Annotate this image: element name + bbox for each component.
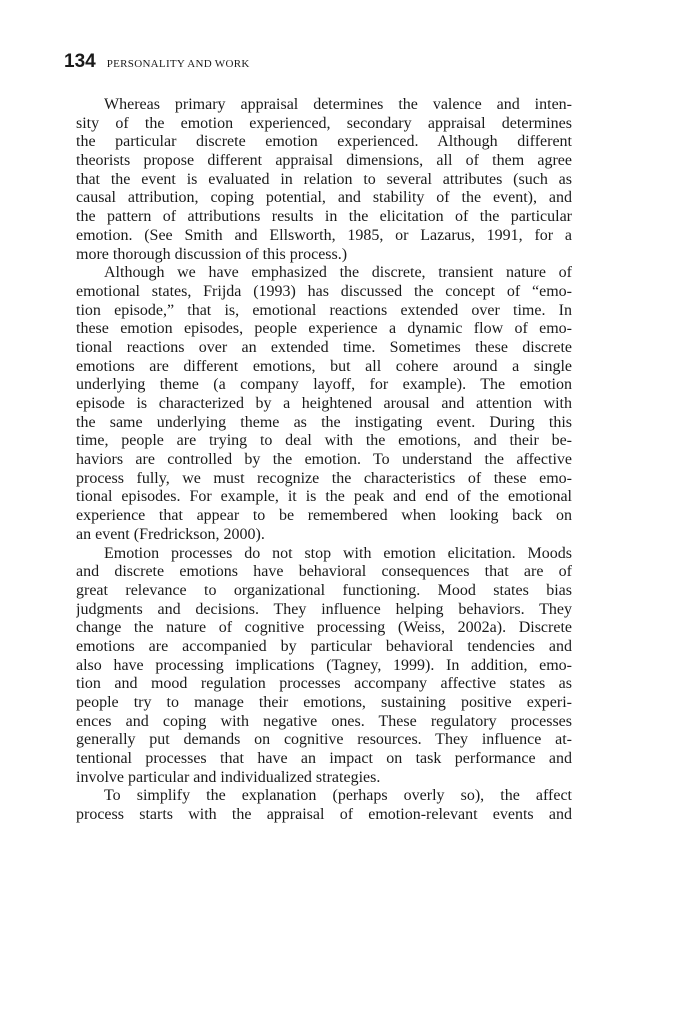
text-line: emotional states, Frijda (1993) has discussed the concept of “emo- [76, 282, 572, 300]
paragraph [76, 787, 572, 824]
text-line: also have processing implications (Tagney, 1999). In addition, emo- [76, 656, 572, 674]
text-line: theorists propose different appraisal dimensions, all of them agree [76, 152, 572, 170]
text-line: these emotion episodes, people experience a dynamic flow of emo- [76, 320, 572, 338]
text-line: Although we have emphasized the discrete, transient nature of [104, 264, 572, 282]
page-header [64, 51, 250, 75]
paragraph [76, 96, 572, 264]
text-line: process starts with the appraisal of emotion-relevant events and [76, 806, 572, 824]
text-line: Emotion processes do not stop with emotion elicitation. Moods [104, 544, 572, 562]
text-line: tional reactions over an extended time. Sometimes these discrete [76, 338, 572, 356]
text-line: episode is characterized by a heightened arousal and attention with [76, 395, 572, 412]
text-line: tion and mood regulation processes accompany affective states as [76, 675, 572, 693]
text-line: sity of the emotion experienced, secondary appraisal determines [76, 114, 572, 132]
text-line: time, people are trying to deal with the emotions, and their be- [76, 432, 572, 450]
text-line: generally put demands on cognitive resources. They influence at- [76, 731, 572, 749]
text-line: more thorough discussion of this process.) [76, 245, 348, 263]
text-line: emotions are accompanied by particular behavioral tendencies and [76, 637, 572, 655]
body-text [76, 96, 572, 825]
paragraph [76, 264, 572, 544]
text-line: emotion. (See Smith and Ellsworth, 1985, or Lazarus, 1991, for a [76, 226, 572, 244]
text-line: process fully, we must recognize the characteristics of these emo- [76, 469, 572, 487]
text-line: the particular discrete emotion experienced. Although different [76, 133, 572, 151]
text-line: and discrete emotions have behavioral consequences that are of [76, 563, 572, 581]
text-line: tion episode,” that is, emotional reactions extended over time. In [76, 301, 572, 319]
text-line: great relevance to organizational functioning. Mood states bias [76, 581, 572, 599]
text-line: the pattern of attributions results in the elicitation of the particular [76, 208, 572, 226]
text-line: that the event is evaluated in relation to several attributes (such as [76, 170, 572, 188]
running-head: PERSONALITY AND WORK [106, 58, 250, 70]
text-line: ences and coping with negative ones. These regulatory processes [76, 712, 572, 730]
text-line: experience that appear to be remembered when looking back on [76, 507, 572, 525]
text-line: judgments and decisions. They influence helping behaviors. They [76, 600, 572, 618]
text-line: the same underlying theme as the instigating event. During this [76, 413, 572, 431]
paragraph [76, 545, 572, 788]
text-line: involve particular and individualized strategies. [76, 768, 381, 786]
text-line: haviors are controlled by the emotion. To understand the affective [76, 451, 572, 469]
text-line: an event (Fredrickson, 2000). [76, 525, 265, 543]
text-line: emotions are different emotions, but all cohere around a single [76, 357, 572, 375]
page-number: 134 [64, 51, 96, 72]
text-line: people try to manage their emotions, sustaining positive experi- [76, 694, 572, 711]
text-line: To simplify the explanation (perhaps overly so), the affect [104, 787, 572, 805]
text-line: tional episodes. For example, it is the peak and end of the emotional [76, 488, 572, 506]
text-line: tentional processes that have an impact on task performance and [76, 750, 572, 768]
text-line: underlying theme (a company layoff, for example). The emotion [76, 376, 572, 394]
text-line: Whereas primary appraisal determines the valence and inten- [104, 96, 572, 113]
text-line: change the nature of cognitive processing (Weiss, 2002a). Discrete [76, 619, 572, 637]
text-line: causal attribution, coping potential, and stability of the event), and [76, 189, 572, 207]
